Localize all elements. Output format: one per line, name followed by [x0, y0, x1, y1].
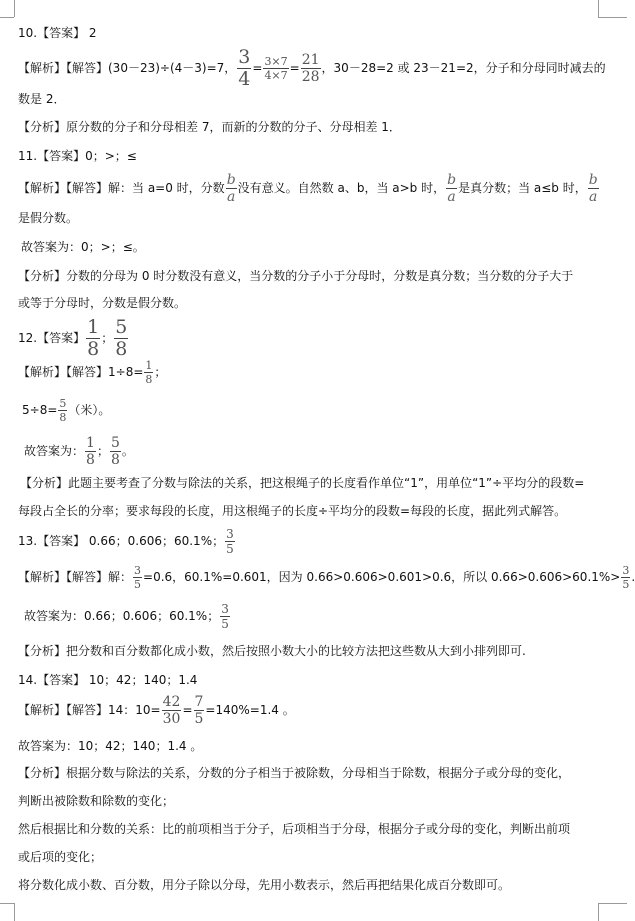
q12-analysis-fraction: $\frac{1}{8}$: [145, 359, 153, 386]
q12-guda-fraction-2: $\frac{5}{8}$: [110, 435, 120, 468]
q11-answer: 11.【答案】0；>；≤: [18, 149, 137, 163]
q13-answer-fraction: $\frac{3}{5}$: [226, 527, 234, 556]
q11-guda: 故答案为：0；>；≤。: [21, 240, 145, 254]
q12-answer-fraction-1: $\frac{1}{8}$: [87, 316, 100, 360]
q10-fraction-3: $\frac{21}{28}$: [301, 52, 320, 85]
q13-answer-label: 13.【答案】 0.66；0.606；60.1%；: [18, 534, 225, 548]
equals-sign: =: [252, 61, 263, 75]
q13-guda-fraction: $\frac{3}{5}$: [221, 602, 229, 631]
separator: ；: [96, 444, 109, 458]
q10-answer: 10.【答案】 2: [18, 26, 97, 40]
q10-fraction-1: $\frac{3}{4}$: [238, 46, 251, 90]
q12-fenxi-1: 【分析】此题主要考查了分数与除法的关系，把这根绳子的长度看作单位“1”，用单位“1”÷平均分的段数=: [20, 476, 585, 490]
q10-analysis-prefix: 【解析】【解答】(30－23)÷(4－3)=7，: [18, 61, 237, 75]
q12-calc: [22, 398, 627, 423]
q13-analysis-prefix: 【解析】【解答】解：: [18, 570, 133, 584]
q11-analysis: [18, 173, 627, 204]
q12-calc-fraction: $\frac{5}{8}$: [59, 397, 67, 424]
q10-analysis: [18, 48, 627, 89]
q14-analysis-prefix: 【解析】【解答】14：10=: [18, 703, 161, 717]
q14-fraction-2: $\frac{7}{5}$: [194, 694, 204, 727]
q12-analysis-prefix: 【解析】【解答】1÷8=: [18, 365, 144, 379]
q12-guda-suffix: 。: [121, 444, 134, 458]
q13-analysis-mid: =0.6，60.1%=0.601，因为 0.66>0.606>0.601>0.6，所以 0.66>0.606>60.1%>: [143, 570, 621, 584]
q12-answer-label: 12.【答案】: [18, 331, 86, 345]
q12-guda-fraction-1: $\frac{1}{8}$: [86, 435, 95, 468]
q12-guda: [24, 436, 627, 467]
q11-fenxi-1: 【分析】分数的分母为 0 时分数没有意义，当分数的分子小于分母时，分数是真分数；当分数的分子大于: [18, 269, 574, 283]
q12-answer-fraction-2: $\frac{5}{8}$: [115, 316, 128, 360]
q13-analysis-fraction-end: $\frac{3}{5}$: [622, 564, 630, 591]
separator: ；: [101, 331, 114, 345]
crop-mark-bottom-right-h: [598, 903, 627, 904]
q11-analysis-a: 【解析】【解答】解：当 a=0 时，分数: [18, 181, 225, 195]
q10-analysis-suffix: ，30－28=2 或 23－21=2，分子和分母同时减去的: [321, 61, 606, 75]
crop-mark-top-right-v: [598, 0, 599, 17]
q14-fenxi-3: 然后根据比和分数的关系：比的前项相当于分子，后项相当于分母，根据分子或分母的变化，判断出前项: [18, 822, 571, 836]
q13-analysis: [18, 564, 635, 591]
crop-mark-top-left-h: [0, 17, 14, 18]
crop-mark-bottom-left-v: [14, 903, 15, 921]
q14-answer: 14.【答案】 10；42；140；1.4: [18, 673, 198, 687]
crop-mark-bottom-left-h: [0, 903, 14, 904]
q12-analysis-suffix: ；: [154, 365, 167, 379]
q10-fenxi: 【分析】原分数的分子和分母相差 7，而新的分数的分子、分母相差 1．: [18, 120, 401, 134]
q11-analysis-c: 是真分数；当 a≤b 时，: [458, 181, 587, 195]
q14-fenxi-2: 判断出被除数和除数的变化；: [18, 794, 175, 808]
q14-guda: 故答案为：10；42；140；1.4 。: [18, 739, 203, 753]
q12-calc-prefix: 5÷8=: [22, 403, 58, 417]
q14-fenxi-4: 或后项的变化；: [18, 850, 103, 864]
q14-analysis-suffix: =140%=1.4 。: [205, 703, 295, 717]
equals-sign: =: [289, 61, 300, 75]
q11-analysis-line2: 是假分数。: [18, 211, 79, 225]
q12-fenxi-2: 每段占全长的分率；要求每段的长度，用这根绳子的长度÷平均分的段数=每段的长度，据此列式解答。: [18, 504, 567, 518]
q14-fenxi-5: 将分数化成小数、百分数，用分子除以分母，先用小数表示，然后再把结果化成百分数即可。: [18, 878, 511, 892]
q13-fenxi: 【分析】把分数和百分数都化成小数，然后按照小数大小的比较方法把这些数从大到小排列即可.: [18, 644, 526, 658]
q11-fraction-b-over-a: $\frac{b}{a}$: [226, 172, 236, 205]
q13-answer: [18, 528, 627, 555]
q12-answer: [18, 318, 627, 359]
crop-mark-top-left-v: [14, 0, 15, 17]
crop-mark-bottom-right-v: [598, 903, 599, 921]
q12-analysis: [18, 360, 627, 385]
q12-guda-prefix: 故答案为：: [24, 444, 85, 458]
q11-fraction-b-over-a: $\frac{b}{a}$: [588, 172, 598, 205]
q13-analysis-end: .: [631, 570, 635, 584]
q13-guda-text: 故答案为：0.66；0.606；60.1%；: [24, 609, 220, 623]
q13-analysis-fraction: $\frac{3}{5}$: [134, 564, 142, 591]
q14-analysis: [18, 695, 627, 726]
q13-guda: [24, 603, 627, 630]
q11-fenxi-2: 或等于分母时，分数是假分数。: [18, 296, 187, 310]
q11-analysis-b: 没有意义。自然数 a、b，当 a>b 时，: [237, 181, 446, 195]
q14-fenxi-1: 【分析】根据分数与除法的关系，分数的分子相当于被除数，分母相当于除数，根据分子或分母的变化，: [18, 766, 571, 780]
q11-fraction-b-over-a: $\frac{b}{a}$: [447, 172, 457, 205]
q10-fraction-2: $\frac{3\times 7}{4\times 7}$: [264, 55, 288, 82]
crop-mark-top-right-h: [598, 17, 627, 18]
q14-fraction-1: $\frac{42}{30}$: [162, 694, 181, 727]
q12-calc-suffix: （米）。: [68, 403, 111, 417]
equals-sign: =: [182, 703, 193, 717]
q10-analysis-line2: 数是 2．: [18, 92, 66, 106]
